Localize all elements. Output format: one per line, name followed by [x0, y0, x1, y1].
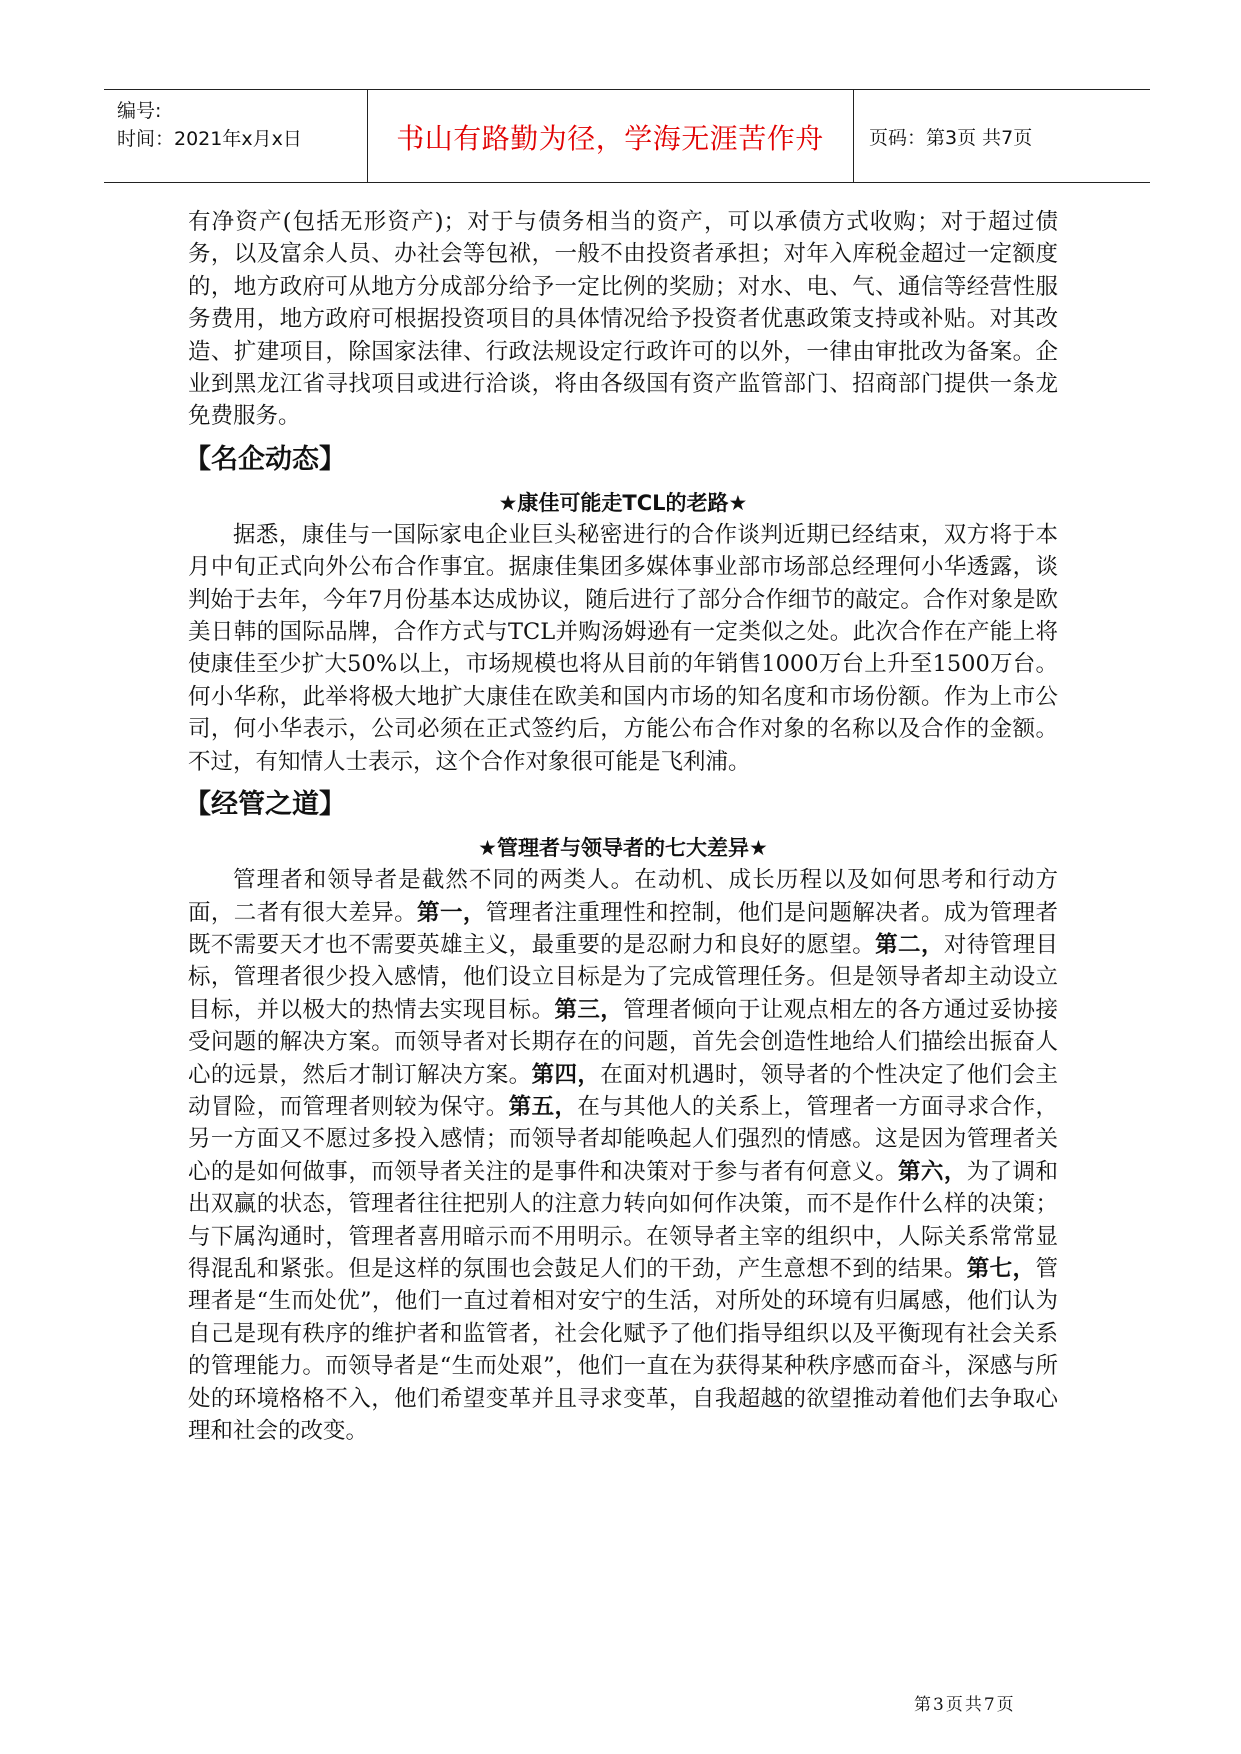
paragraph-text: 为了调和出双赢的状态，管理者往往把别人的注意力转向如何作决策，而不是作什么样的决策；与下属沟通时，管理者喜用暗示而不用明示。在领导者主宰的组织中，人际关系常常显得混乱和紧张。但是这样的氛围也会鼓足人们的干劲，产生意想不到的结果。: [188, 1158, 1058, 1282]
page-footer: 第3页共7页: [914, 1695, 1016, 1715]
header-page-code: 页码：第3页 共7页: [869, 127, 1033, 149]
article-paragraph-managers-leaders: [188, 864, 1058, 1447]
intro-paragraph: 有净资产(包括无形资产)；对于与债务相当的资产，可以承债方式收购；对于超过债务，以及富余人员、办社会等包袱，一般不由投资者承担；对年入库税金超过一定额度的，地方政府可从地方分成部分给予一定比例的奖励；对水、电、气、通信等经营性服务费用，地方政府可根据投资项目的具体情况给予投资者优惠政策支持或补贴。对其改造、扩建项目，除国家法律、行政法规设定行政许可的以外，一律由审批改为备案。企业到黑龙江省寻找项目或进行洽谈，将由各级国有资产监管部门、招商部门提供一条龙免费服务。: [188, 209, 1058, 430]
point-label: 第五，: [508, 1093, 578, 1120]
page-header: [104, 89, 1150, 183]
document-body: [184, 206, 1058, 1447]
header-left-cell: [104, 90, 368, 182]
point-label: 第一，: [417, 899, 486, 926]
paragraph-text: 管理者注重理性和控制，他们是问题解决者。成为管理者既不需要天才也不需要英雄主义，最重要的是忍耐力和良好的愿望。: [188, 899, 1058, 958]
header-motto: 书山有路勤为径，学海无涯苦作舟: [396, 122, 824, 155]
paragraph-text: 管理者倾向于让观点相左的各方通过妥协接受问题的解决方案。而领导者对长期存在的问题，首先会创造性地给人们描绘出振奋人心的远景，然后才制订解决方案。: [188, 996, 1058, 1088]
article-title-managers-leaders: ★管理者与领导者的七大差异★: [478, 836, 768, 861]
point-label: 第七，: [966, 1255, 1036, 1282]
paragraph-text: 对待管理目标，管理者很少投入感情，他们设立目标是为了完成管理任务。但是领导者却主动设立目标，并以极大的热情去实现目标。: [188, 931, 1058, 1023]
document-number-label: 编号:: [117, 100, 162, 122]
document-time-label: 时间：2021年x月x日: [117, 128, 302, 150]
paragraph-text: 管理者和领导者是截然不同的两类人。在动机、成长历程以及如何思考和行动方面，二者有很大差异。: [188, 867, 1058, 926]
paragraph-text: 管理者是“生而处优”，他们一直过着相对安宁的生活，对所处的环境有归属感，他们认为自己是现有秩序的维护者和监管者，社会化赋予了他们指导组织以及平衡现有社会关系的管理能力。而领导者是“生而处艰”，他们一直在为获得某种秩序感而奋斗，深感与所处的环境格格不入，他们希望变革并且寻求变革，自我超越的欲望推动着他们去争取心理和社会的改变。: [188, 1255, 1058, 1444]
header-right-cell: [853, 90, 1150, 182]
point-label: 第四，: [531, 1061, 601, 1088]
paragraph-text: 在与其他人的关系上，管理者一方面寻求合作，另一方面又不愿过多投入感情；而领导者却能唤起人们强烈的情感。这是因为管理者关心的是如何做事，而领导者关注的是事件和决策对于参与者有何意义。: [188, 1093, 1058, 1185]
point-label: 第六，: [898, 1158, 967, 1185]
section-heading-famous-companies: 【名企动态】: [184, 443, 346, 475]
header-center-cell: [367, 90, 854, 182]
point-label: 第二，: [875, 931, 944, 958]
article-paragraph-konka: 据悉，康佳与一国际家电企业巨头秘密进行的合作谈判近期已经结束，双方将于本月中旬正式向外公布合作事宜。据康佳集团多媒体事业部市场部总经理何小华透露，谈判始于去年，今年7月份基本达成协议，随后进行了部分合作细节的敲定。合作对象是欧美日韩的国际品牌，合作方式与TCL并购汤姆逊有一定类似之处。此次合作在产能上将使康佳至少扩大50%以上，市场规模也将从目前的年销售1000万台上升至1500万台。何小华称，此举将极大地扩大康佳在欧美和国内市场的知名度和市场份额。作为上市公司，何小华表示，公司必须在正式签约后，方能公布合作对象的名称以及合作的金额。不过，有知情人士表示，这个合作对象很可能是飞利浦。: [188, 521, 1058, 775]
section-heading-management: 【经管之道】: [184, 789, 346, 821]
paragraph-text: 在面对机遇时，领导者的个性决定了他们会主动冒险，而管理者则较为保守。: [188, 1061, 1058, 1120]
point-label: 第三，: [554, 996, 624, 1023]
article-title-konka: ★康佳可能走TCL的老路★: [498, 490, 748, 515]
